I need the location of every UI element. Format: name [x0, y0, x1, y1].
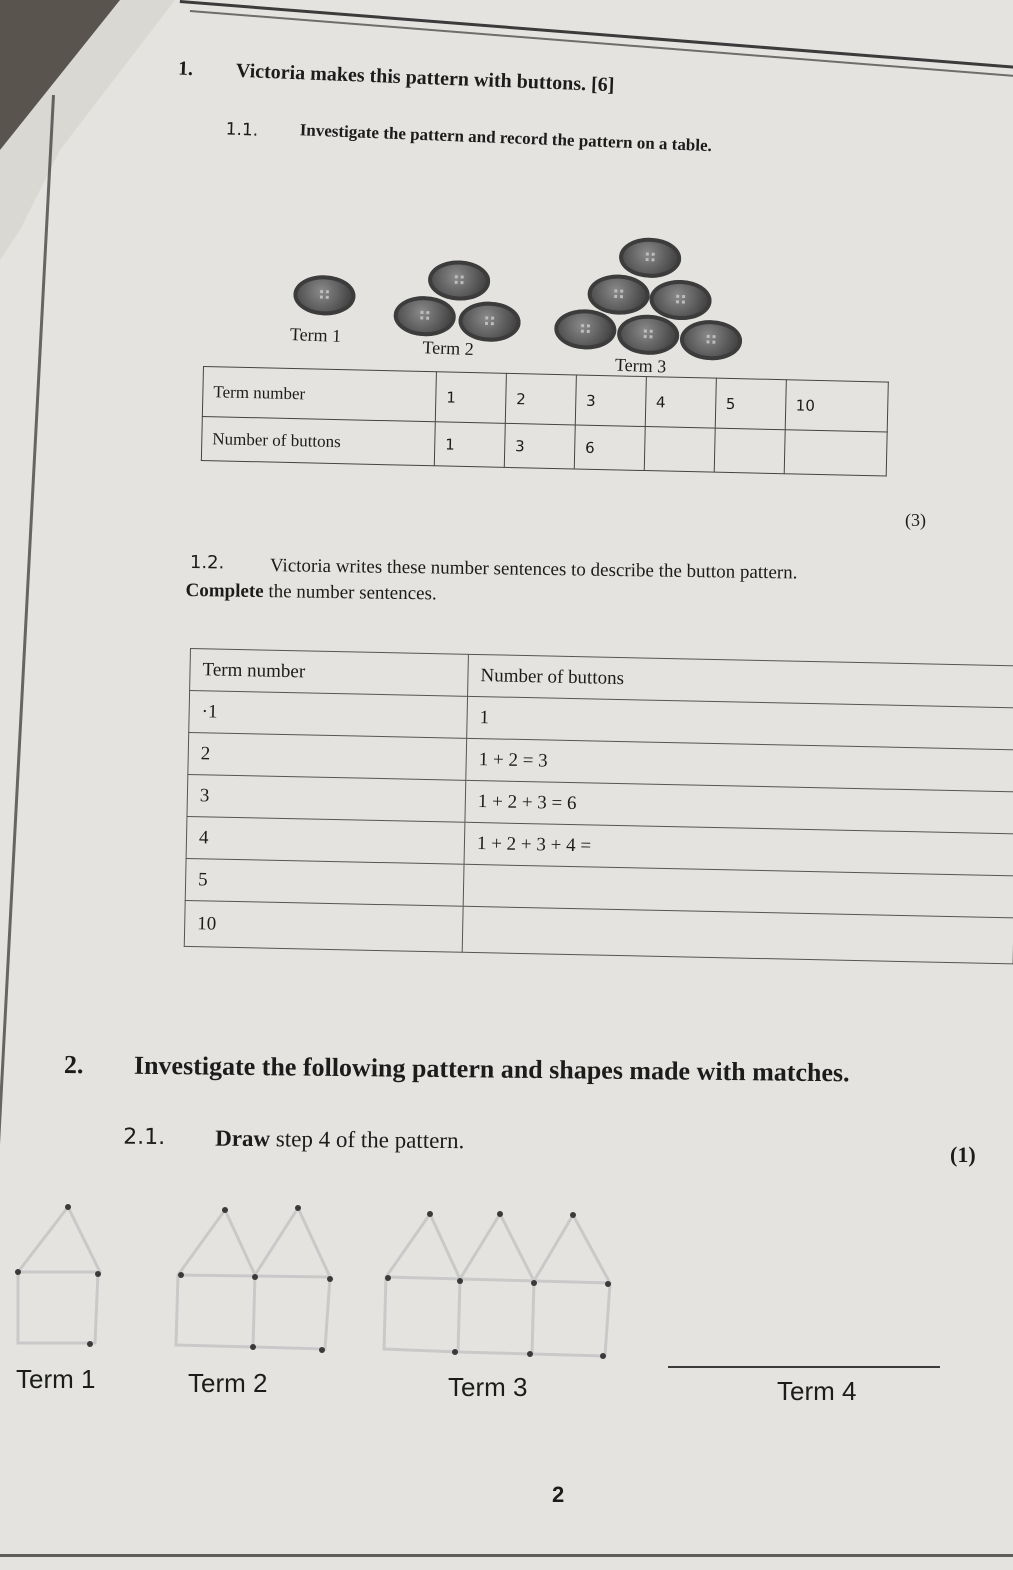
matchstick-pattern [0, 1195, 640, 1370]
page-number: 2 [552, 1482, 565, 1507]
term-number-cell: 5 [185, 858, 464, 906]
term-number-cell: 10 [785, 380, 889, 432]
match-term-4-label: Term 4 [777, 1376, 857, 1406]
q1-1-marks: (3) [905, 510, 926, 530]
q2-title: Investigate the following pattern and shapes made with matches. [133, 1050, 850, 1088]
q2-1-rest: step 4 of the pattern. [269, 1126, 465, 1154]
match-term-3-label: Term 3 [448, 1372, 528, 1402]
number-of-buttons-header: Number of buttons [201, 416, 435, 465]
q1-1-number: 1.1. [225, 119, 259, 141]
term-number-cell: 2 [188, 732, 467, 780]
sentence-cell[interactable]: 1 + 2 + 3 + 4 = [464, 822, 1013, 876]
q1-2-instruction-bold: Complete [185, 579, 264, 603]
match-term-2-label: Term 2 [188, 1368, 268, 1398]
q1-1-text: Investigate the pattern and record the pattern on a table. [299, 120, 713, 156]
term-4-answer-line[interactable] [668, 1366, 940, 1368]
button-term-3-label: Term 3 [614, 354, 667, 377]
term-number-cell: 2 [505, 373, 576, 425]
q1-title: Victoria makes this pattern with buttons. [6] [235, 59, 615, 97]
sentence-cell: 1 + 2 + 3 = 6 [465, 780, 1013, 834]
sentence-cell: 1 [467, 696, 1013, 750]
sentence-cell: 1 + 2 = 3 [466, 738, 1013, 792]
term-number-cell: 3 [187, 774, 466, 822]
button-term-1-label: Term 1 [289, 324, 342, 346]
number-of-buttons-header: Number of buttons [468, 654, 1013, 708]
buttons-cell: 1 [434, 422, 505, 468]
term-number-header: Term number [202, 367, 436, 422]
q1-2-number: 1.2. [189, 552, 225, 574]
q1-number: 1. [177, 57, 194, 81]
page-bottom-edge [0, 1554, 1013, 1557]
term-number-cell: 5 [715, 378, 786, 430]
term-number-cell: 10 [184, 900, 463, 952]
term-number-cell: 4 [186, 816, 465, 864]
q1-2-text: Victoria writes these number sentences to describe the button pattern. [269, 555, 798, 584]
term-number-cell: 1 [435, 372, 506, 424]
match-term-1-label: Term 1 [16, 1364, 96, 1394]
q1-2-instruction-rest: the number sentences. [263, 581, 437, 605]
buttons-cell: 6 [574, 425, 645, 471]
term-number-cell: 4 [645, 377, 716, 429]
term-number-header: Term number [190, 649, 469, 697]
q2-1-number: 2.1. [123, 1124, 166, 1151]
buttons-cell: 3 [504, 423, 575, 469]
term-number-cell: 3 [575, 375, 646, 427]
q2-1-marks: (1) [950, 1142, 976, 1167]
q2-number: 2. [63, 1050, 84, 1080]
q2-1-text [215, 1126, 464, 1155]
term-number-cell: ·1 [189, 691, 468, 739]
q2-1-bold: Draw [215, 1125, 271, 1152]
button-term-2-label: Term 2 [422, 337, 475, 360]
